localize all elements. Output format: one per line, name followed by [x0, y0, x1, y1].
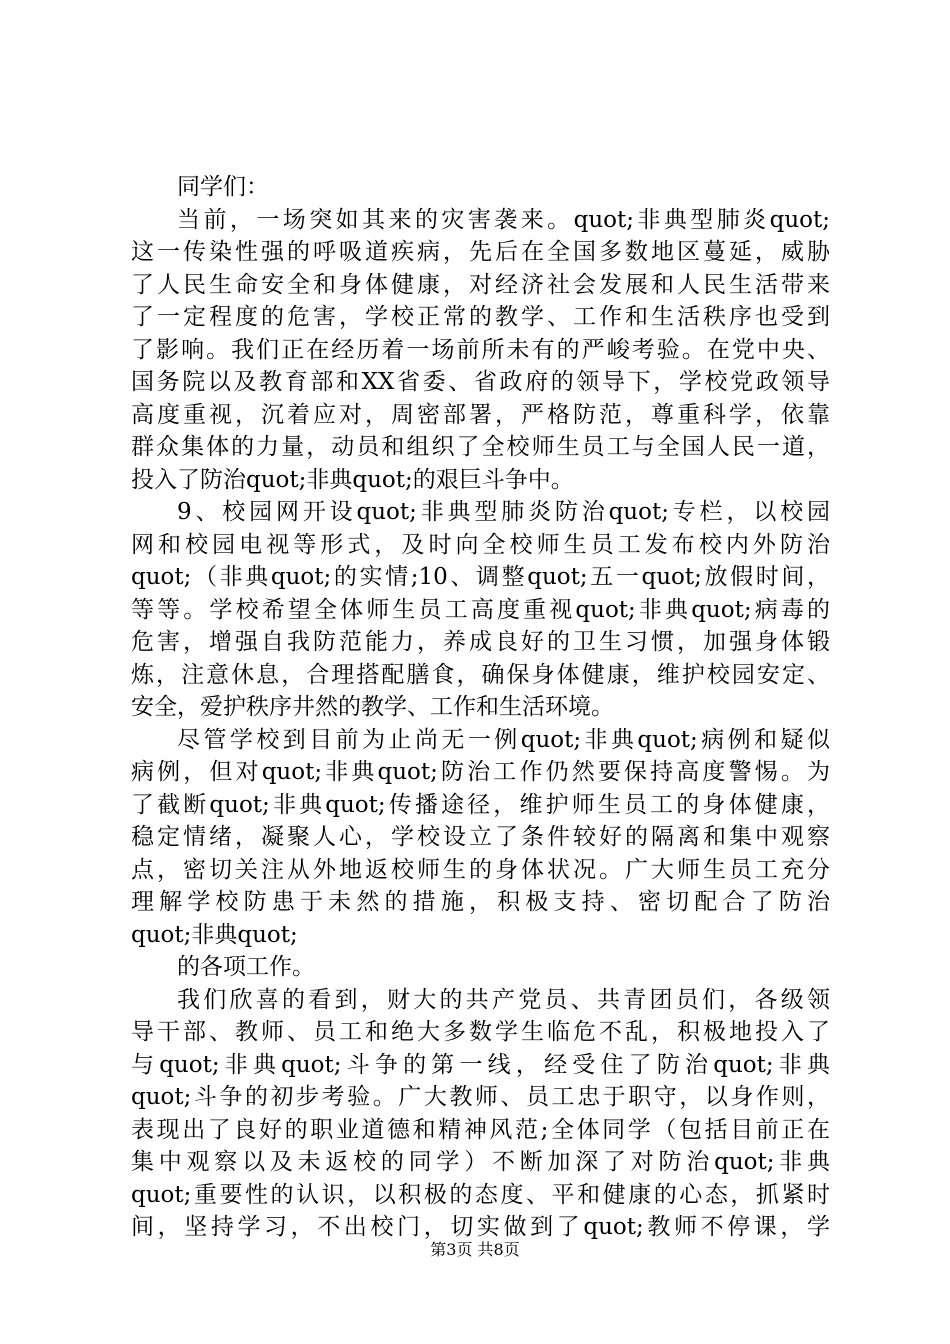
text-line: 间，坚持学习，不出校门，切实做到了quot;教师不停课，学 [131, 1214, 830, 1240]
page-number: 第3页 共8页 [430, 1240, 520, 1259]
text-line: 网和校园电视等形式，及时向全校师生员工发布校内外防治 [131, 531, 830, 558]
text-line: 当前，一场突如其来的灾害袭来。quot;非典型肺炎quot; [177, 206, 830, 233]
text-line: 安全，爱护秩序井然的教学、工作和生活环境。 [131, 694, 614, 720]
text-line: 同学们： [177, 174, 269, 200]
text-line: 理解学校防患于未然的措施，积极支持、密切配合了防治 [131, 889, 830, 915]
text-line: 等等。学校希望全体师生员工高度重视quot;非典quot;病毒的 [131, 596, 830, 623]
text-line: 投入了防治quot;非典quot;的艰巨斗争中。 [131, 466, 574, 493]
text-line: 国务院以及教育部和XX省委、省政府的领导下，学校党政领导 [131, 369, 830, 395]
text-line: 表现出了良好的职业道德和精神风范;全体同学（包括目前正在 [131, 1116, 830, 1143]
text-line: 与quot;非典quot;斗争的第一线，经受住了防治quot;非典 [131, 1051, 830, 1078]
text-line: 点，密切关注从外地返校师生的身体状况。广大师生员工充分 [131, 856, 830, 883]
text-line: 9、校园网开设quot;非典型肺炎防治quot;专栏，以校园 [177, 499, 830, 525]
text-line: 了截断quot;非典quot;传播途径，维护师生员工的身体健康， [131, 791, 830, 818]
text-line: 高度重视，沉着应对，周密部署，严格防范，尊重科学，依靠 [131, 401, 830, 428]
text-line: 危害，增强自我防范能力，养成良好的卫生习惯，加强身体锻 [131, 629, 830, 655]
text-line: 病例，但对quot;非典quot;防治工作仍然要保持高度警惕。为 [131, 759, 830, 785]
text-line: 导干部、教师、员工和绝大多数学生临危不乱，积极地投入了 [131, 1019, 830, 1045]
text-line: 炼，注意休息，合理搭配膳食，确保身体健康，维护校园安定、 [131, 661, 830, 688]
text-line: 了影响。我们正在经历着一场前所未有的严峻考验。在党中央、 [131, 336, 830, 363]
text-line: 我们欣喜的看到，财大的共产党员、共青团员们，各级领 [177, 986, 830, 1013]
text-line: 了人民生命安全和身体健康，对经济社会发展和人民生活带来 [131, 271, 830, 298]
text-line: 的各项工作。 [177, 954, 315, 980]
text-line: 集中观察以及未返校的同学）不断加深了对防治quot;非典 [131, 1149, 830, 1175]
text-line: 了一定程度的危害，学校正常的教学、工作和生活秩序也受到 [131, 304, 830, 330]
text-line: quot;（非典quot;的实情;10、调整quot;五一quot;放假时间， [131, 564, 830, 590]
text-line: 稳定情绪，凝聚人心，学校设立了条件较好的隔离和集中观察 [131, 824, 830, 850]
text-line: quot;非典quot; [131, 921, 298, 948]
text-line: 尽管学校到目前为止尚无一例quot;非典quot;病例和疑似 [177, 726, 830, 753]
text-line: quot;重要性的认识，以积极的态度、平和健康的心态，抓紧时 [131, 1181, 830, 1208]
text-line: 群众集体的力量，动员和组织了全校师生员工与全国人民一道， [131, 434, 830, 460]
body-text [131, 171, 830, 1244]
text-line: quot;斗争的初步考验。广大教师、员工忠于职守，以身作则， [131, 1084, 830, 1110]
text-line: 这一传染性强的呼吸道疾病，先后在全国多数地区蔓延，威胁 [131, 239, 830, 265]
